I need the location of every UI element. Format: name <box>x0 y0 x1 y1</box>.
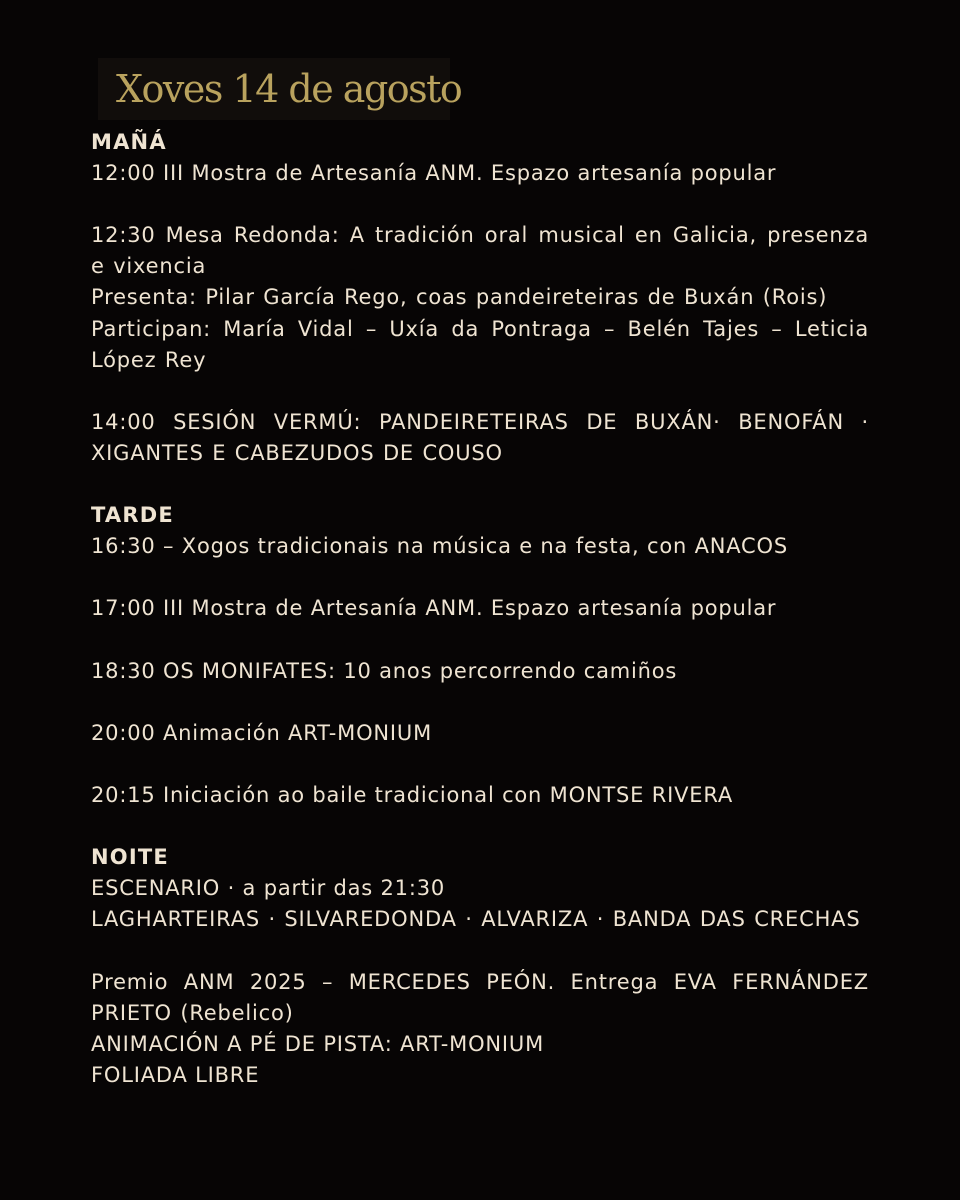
event-item: FOLIADA LIBRE <box>91 1062 260 1087</box>
spacer <box>91 687 869 718</box>
event-item: Participan: María Vidal – Uxía da Pontraga – Belén Tajes – Leticia López Rey <box>91 316 869 372</box>
event-item: 14:00 SESIÓN VERMÚ: PANDEIRETEIRAS DE BUXÁN· BENOFÁN · XIGANTES E CABEZUDOS DE COUSO <box>91 409 869 465</box>
section-label-morning: MAÑÁ <box>91 130 167 154</box>
spacer <box>91 376 869 407</box>
event-item: 20:15 Iniciación ao baile tradicional con MONTSE RIVERA <box>91 782 734 807</box>
spacer <box>91 625 869 656</box>
event-item: 18:30 OS MONIFATES: 10 anos percorrendo camiños <box>91 658 678 683</box>
event-item: 17:00 III Mostra de Artesanía ANM. Espazo artesanía popular <box>91 596 777 621</box>
section-label-afternoon: TARDE <box>91 503 174 528</box>
spacer <box>91 189 869 220</box>
spacer <box>91 749 869 780</box>
event-item: 12:30 Mesa Redonda: A tradición oral musical en Galicia, presenza e vixencia <box>91 223 869 279</box>
event-item: 20:00 Animación ART-MONIUM <box>91 720 432 745</box>
spacer <box>91 562 869 593</box>
spacer <box>91 811 869 842</box>
event-item: 16:30 – Xogos tradicionais na música e na festa, con ANACOS <box>91 534 788 559</box>
page-title: Xoves 14 de agosto <box>116 67 462 111</box>
event-item: ANIMACIÓN A PÉ DE PISTA: ART-MONIUM <box>91 1031 544 1056</box>
event-item: Presenta: Pilar García Rego, coas pandeireteiras de Buxán (Rois) <box>91 285 828 310</box>
program-schedule <box>91 127 869 1091</box>
spacer <box>91 935 869 966</box>
section-label-night: NOITE <box>91 845 169 870</box>
event-item: ESCENARIO · a partir das 21:30 <box>91 876 446 901</box>
spacer <box>91 469 869 500</box>
event-item: 12:00 III Mostra de Artesanía ANM. Espazo artesanía popular <box>91 161 777 186</box>
event-item: Premio ANM 2025 – MERCEDES PEÓN. Entrega EVA FERNÁNDEZ PRIETO (Rebelico) <box>91 969 869 1025</box>
event-item: LAGHARTEIRAS · SILVAREDONDA · ALVARIZA · BANDA DAS CRECHAS <box>91 907 861 932</box>
